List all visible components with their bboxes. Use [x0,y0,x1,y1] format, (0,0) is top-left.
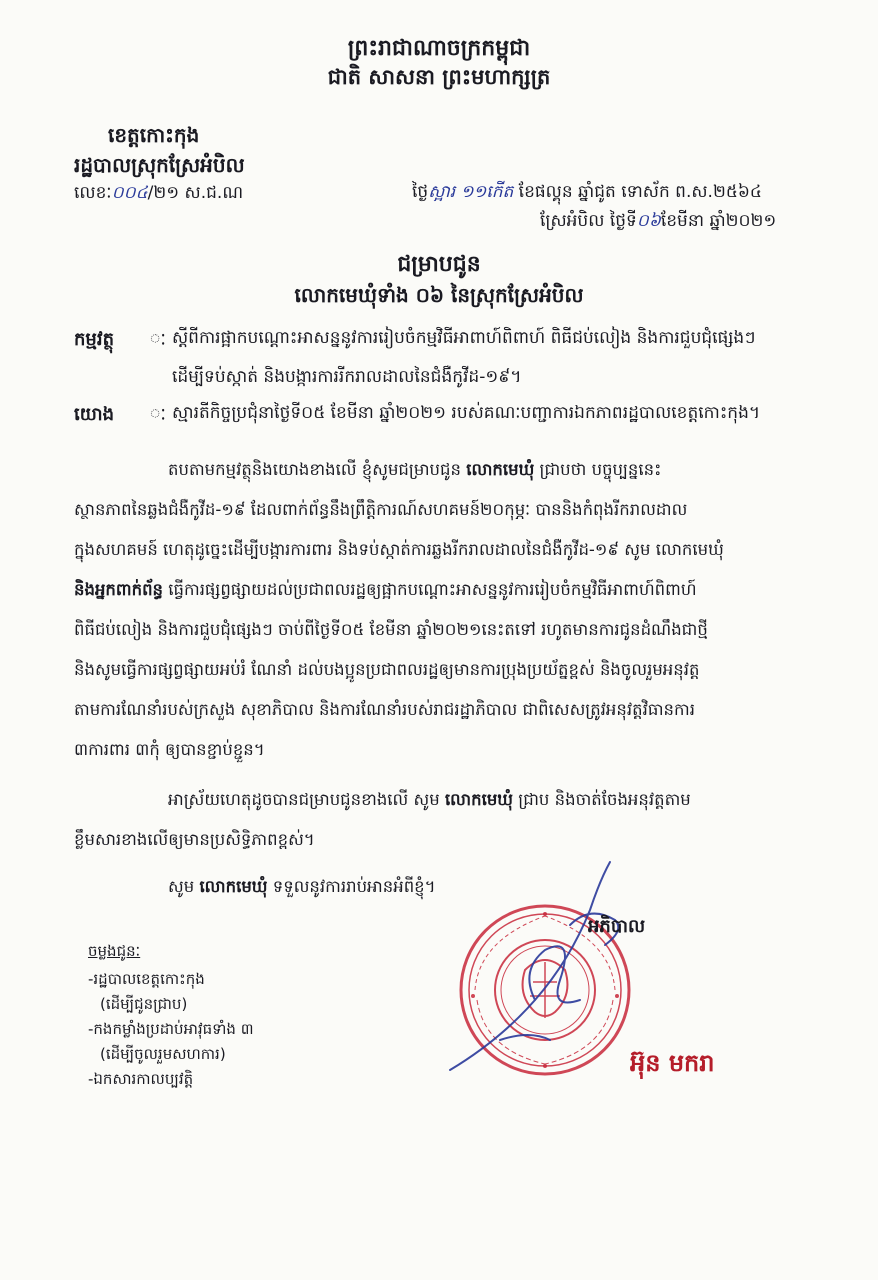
issuing-district: រដ្ឋបាលស្រុកស្រែអំបិល [74,153,245,177]
issuing-province: ខេត្តកោះកុង [108,123,200,147]
lunar-date [412,181,762,206]
body-p1-line [74,700,695,724]
text-run: ខ្លឹមសារខាងលើឲ្យមានប្រសិទ្ធិភាពខ្ពស់។ [74,830,315,849]
text-run: ៣ការពារ ៣កុំ ឲ្យបានខ្ជាប់ខ្ជួន។ [74,740,265,759]
text-run: អាស្រ័យហេតុដូចបានជម្រាបជូនខាងលើ សូម [168,790,445,809]
subject-line-1: ស្តីពីការផ្អាកបណ្តោះអាសន្ននូវការរៀបចំកម្មវិធីអាពាហ៍ពិពាហ៍ ពិធីជប់លៀង និងការជួបជុំផ្សេងៗ [172,328,756,348]
ref-prefix: លេខៈ [74,183,112,203]
cc-item: (ដើម្បីចូលរួមសហការ) [100,1045,226,1063]
solar-prefix: ស្រែអំបិល ថ្ងៃទី [540,211,637,231]
kingdom-heading: ព្រះរាជាណាចក្រកម្ពុជា [347,36,531,61]
governor-title: អភិបាល [588,916,646,937]
subject-line-2: ដើម្បីទប់ស្កាត់ និងបង្ការការរីករាលដាលនៃជំងឺកូវីដ-១៩។ [172,367,522,387]
ref-suffix: /២១ ស.ជ.ណ [147,183,244,203]
body-p1-line [74,580,697,604]
reference-label: យោង [74,404,114,425]
subject-colon: ៈ [150,329,167,350]
reference-text: ស្មារតីកិច្ចប្រជុំនាថ្ងៃទី០៥ ខែមីនា ឆ្នាំ២០២១ របស់គណៈបញ្ជាការឯកភាពរដ្ឋបាលខេត្តកោះកុង។ [172,403,761,423]
reference-number [74,182,243,207]
cc-item: -កងកម្លាំងប្រដាប់អាវុធទាំង ៣ [88,1020,254,1038]
text-run: ធ្វើការផ្សព្វផ្សាយដល់ប្រជាពលរដ្ឋឲ្យផ្អាកបណ្តោះអាសន្ននូវការរៀបចំកម្មវិធីអាពាហ៍ពិពាហ៍ [163,580,697,599]
text-run: ជ្រាប និងចាត់ចែងអនុវត្តតាម [513,790,691,809]
solar-date [540,210,776,235]
handwritten-signature [440,850,680,1080]
cc-item: (ដើម្បីជូនជ្រាប) [100,995,188,1013]
addressee-emphasis: លោកមេឃុំ [199,877,268,896]
cc-title: ចម្លងជូនៈ [88,942,141,960]
signer-name: អ៊ុន មករា [630,1049,715,1077]
text-run: ទទួលនូវការរាប់អានអំពីខ្ញុំ។ [267,877,436,896]
cc-item: -រដ្ឋបាលខេត្តកោះកុង [88,970,205,988]
body-p2-line [74,830,315,854]
text-run: ជ្រាបថា បច្ចុប្បន្ននេះ [534,460,662,479]
text-run: តបតាមកម្មវត្ថុនិងយោងខាងលើ ខ្ញុំសូមជម្រាបជូន [168,460,467,479]
cc-item: -ឯកសារកាលប្បវត្តិ [88,1070,194,1088]
subject-label: កម្មវត្ថុ [74,329,114,350]
lunar-day-handwritten: ស្អារ ១១កើត [428,182,514,202]
body-p1-line [74,660,699,684]
lunar-rest: ខែផល្គុន ឆ្នាំជូត ទោស័ក ព.ស.២៥៦៤ [513,182,762,202]
solar-day-handwritten: ០៦ [636,211,661,231]
text-emphasis: និងអ្នកពាក់ព័ន្ធ [74,580,164,599]
ref-number-handwritten: ០០៤ [111,183,148,203]
addressee-emphasis: លោកមេឃុំ [466,460,535,479]
notice-title: ជម្រាបជូន [397,252,481,277]
national-motto: ជាតិ សាសនា ព្រះមហាក្សត្រ [327,65,551,89]
closing-line [168,877,436,901]
text-run: ស្ថានភាពនៃឆ្លងជំងឺកូវីដ-១៩ ដែលពាក់ព័ន្ធនឹងព្រឹត្តិការណ៍សហគមន៍២០កុម្ភៈ បាននិងកំពុងរីករាលដាល [74,500,688,519]
text-run: ពិធីជប់លៀង និងការជួបជុំផ្សេងៗ ចាប់ពីថ្ងៃទី០៥ ខែមីនា ឆ្នាំ២០២១នេះតទៅ រហូតមានការជូនដំណឹងជាថ្មី [74,620,708,639]
body-p1-line [74,740,265,764]
text-run: និងសូមធ្វើការផ្សព្វផ្សាយអប់រំ ណែនាំ ដល់បងប្អូនប្រជាពលរដ្ឋឲ្យមានការប្រុងប្រយ័ត្នខ្ពស់ និងចូលរួមអនុវត្ត [74,660,700,679]
text-run: តាមការណែនាំរបស់ក្រសួង សុខាភិបាល និងការណែនាំរបស់រាជរដ្ឋាភិបាល ជាពិសេសត្រូវអនុវត្តវិធានការ [74,700,695,719]
text-run: ក្នុងសហគមន៍ ហេតុដូច្នេះដើម្បីបង្ការការពារ និងទប់ស្កាត់ការឆ្លងរីករាលដាលនៃជំងឺកូវីដ-១៩ សូម លោកមេឃុំ [74,540,724,559]
lunar-prefix: ថ្ងៃ [412,182,429,202]
notice-recipient: លោកមេឃុំទាំង ០៦ នៃស្រុកស្រែអំបិល [294,283,584,307]
text-run: សូម [168,877,200,896]
body-p1-line [168,460,661,484]
body-p1-line [74,620,708,644]
body-p1-line [74,500,687,524]
body-p1-line [74,540,724,564]
addressee-emphasis: លោកមេឃុំ [444,790,514,809]
reference-colon: ៈ [150,404,167,425]
body-p2-line [168,790,691,814]
solar-rest: ខែមីនា ឆ្នាំ២០២១ [660,211,777,231]
